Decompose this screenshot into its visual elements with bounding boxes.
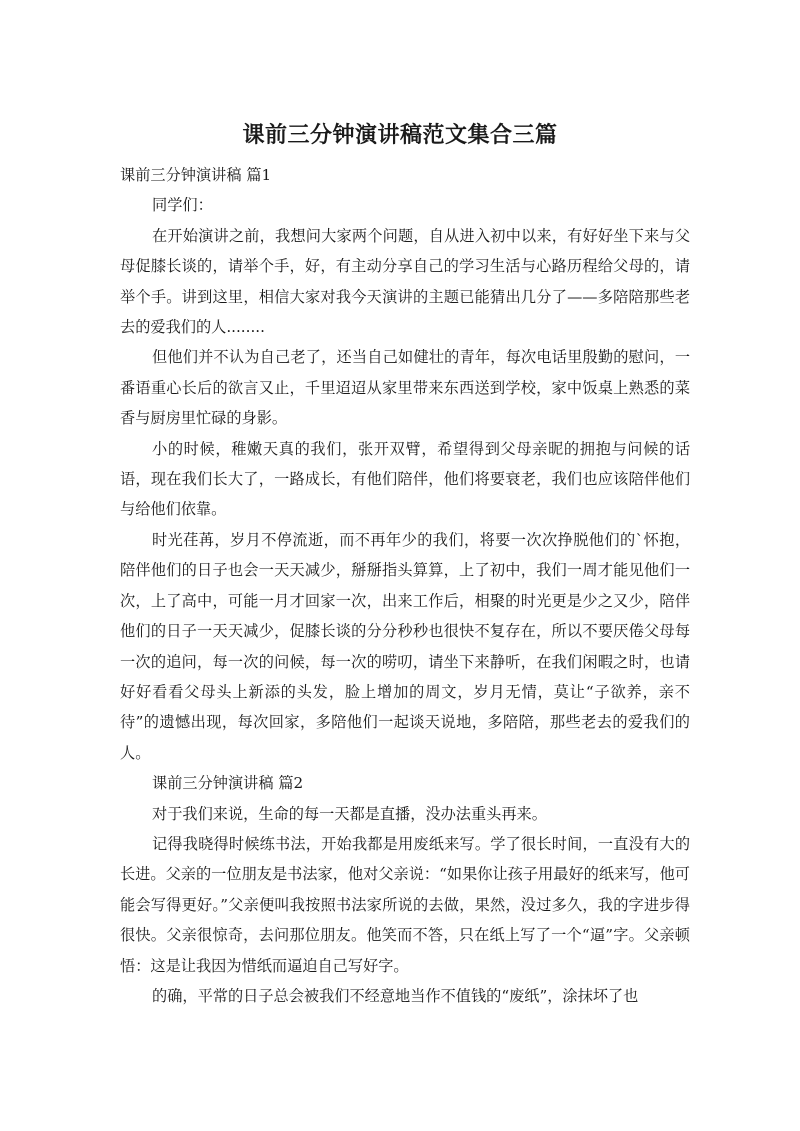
section-heading-2: 课前三分钟演讲稿 篇2 bbox=[152, 774, 304, 793]
document-title: 课前三分钟演讲稿范文集合三篇 bbox=[242, 123, 558, 148]
paragraph: 时光荏苒，岁月不停流逝，而不再年少的我们，将要一次次挣脱他们的`怀抱，陪伴他们的日子也会一天天减少，掰掰指头算算，上了初中，我们一周才能见他们一次，上了高中，可能一月才回家一次，出来工作后，相聚的时光更是少之又少，陪伴他们的日子一天天减少，促膝长谈的分分秒秒也很快不复存在，所以不要厌倦父母每一次的追问，每一次的问候，每一次的唠叨，请坐下来静听，在我们闲暇之时，也请好好看看父母头上新添的头发，脸上增加的周文，岁月无情，莫让“子欲养，亲不待”的遗憾出现，每次回家，多陪他们一起谈天说地，多陪陪，那些老去的爱我们的人。 bbox=[120, 530, 690, 762]
paragraph: 但他们并不认为自己老了，还当自己如健壮的青年，每次电话里殷勤的慰问，一番语重心长后的欲言又止，千里迢迢从家里带来东西送到学校，家中饭桌上熟悉的菜香与厨房里忙碌的身影。 bbox=[120, 348, 690, 428]
paragraph: 在开始演讲之前，我想问大家两个问题，自从进入初中以来，有好好坐下来与父母促膝长谈的，请举个手，好，有主动分享自己的学习生活与心路历程给父母的，请举个手。讲到这里，相信大家对我今天演讲的主题已能猜出几分了——多陪陪那些老去的爱我们的人........ bbox=[120, 226, 690, 337]
paragraph: 对于我们来说，生命的每一天都是直播，没办法重头再来。 bbox=[152, 804, 547, 823]
paragraph: 小的时候，稚嫩天真的我们，张开双臂，希望得到父母亲昵的拥抱与问候的话语，现在我们长大了，一路成长，有他们陪伴，他们将要衰老，我们也应该陪伴他们与给他们依靠。 bbox=[120, 439, 690, 519]
paragraph: 记得我晓得时候练书法，开始我都是用废纸来写。学了很长时间，一直没有大的长进。父亲的一位朋友是书法家，他对父亲说：“如果你让孩子用最好的纸来写，他可能会写得更好。”父亲便叫我按照书法家所说的去做，果然，没过多久，我的字进步得很快。父亲很惊奇，去问那位朋友。他笑而不答，只在纸上写了一个“逼”字。父亲顿悟：这是让我因为惜纸而逼迫自己写好字。 bbox=[120, 834, 690, 975]
section-heading-1: 课前三分钟演讲稿 篇1 bbox=[120, 166, 272, 184]
document-body bbox=[120, 160, 690, 1011]
paragraph: 的确，平常的日子总会被我们不经意地当作不值钱的“废纸”，涂抹坏了也 bbox=[152, 986, 639, 1005]
greeting: 同学们： bbox=[152, 196, 213, 215]
